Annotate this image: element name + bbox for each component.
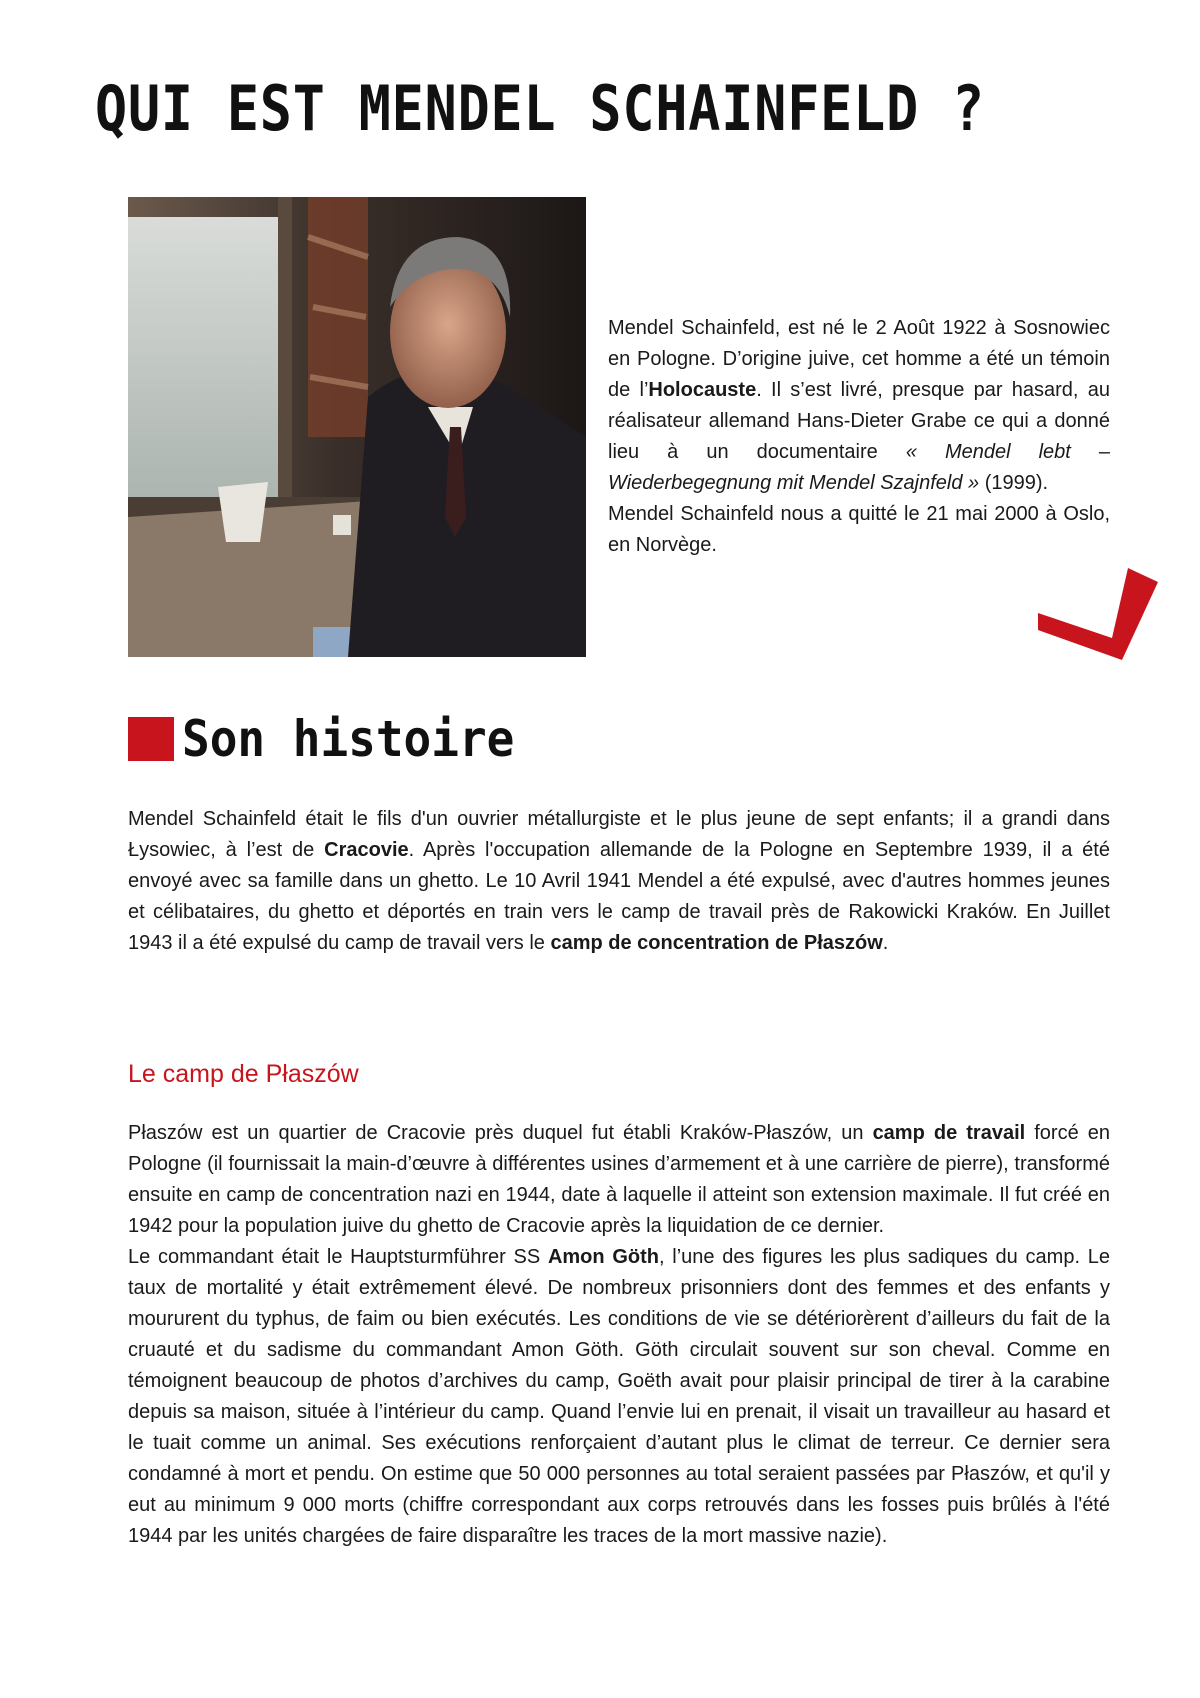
- red-checkmark-icon: [1038, 568, 1158, 660]
- histoire-text-part: Mendel Schainfeld était le fils d'un ouvrier métallurgiste et le plus jeune de sept enfants; il a grandi dans Łysowiec, à l’est de: [128, 808, 1110, 861]
- portrait-photo: [128, 197, 586, 657]
- camp-paragraph-1: [128, 1118, 1110, 1242]
- camp-de-travail-bold: camp de travail: [872, 1122, 1026, 1144]
- intro-text: [608, 313, 1110, 561]
- histoire-text-part: .: [882, 932, 889, 954]
- camp-text-part: Płaszów est un quartier de Cracovie près duquel fut établi Kraków-Płaszów, un: [128, 1122, 873, 1144]
- camp-text-part: Le commandant était le Hauptsturmführer SS: [128, 1246, 548, 1268]
- intro-text-part: Mendel Schainfeld, est né le 2 Août 1922 à Sosnowiec en Pologne. D’origine juive, cet homme a été un témoin de l’: [608, 317, 1110, 401]
- intro-text-part: (1999).: [979, 472, 1049, 494]
- red-square-icon: [128, 717, 174, 761]
- holocauste-bold: Holocauste: [648, 379, 757, 401]
- intro-paragraph: [608, 313, 1110, 499]
- section-header: [128, 708, 543, 770]
- intro-death-paragraph: Mendel Schainfeld nous a quitté le 21 mai 2000 à Oslo, en Norvège.: [608, 503, 1110, 556]
- cracovie-bold: Cracovie: [324, 839, 409, 861]
- amon-goth-bold: Amon Göth: [547, 1246, 659, 1268]
- section-title: Son histoire: [182, 710, 515, 768]
- histoire-paragraph: [128, 804, 1110, 959]
- page-title: QUI EST MENDEL SCHAINFELD ?: [95, 72, 985, 145]
- camp-heading: Le camp de Płaszów: [128, 1060, 359, 1088]
- camp-paragraph-2: [128, 1242, 1110, 1552]
- camp-text-part: forcé en Pologne (il fournissait la main-d’œuvre à différentes usines d’armement et à une carrière de pierre), transformé ensuite en camp de concentration nazi en 1944, date à laquelle il atteint son extension maximale. Il fut créé en 1942 pour la population juive du ghetto de Cracovie après la liquidation de ce dernier.: [128, 1122, 1111, 1237]
- intro-text-part: . Il s’est livré, presque par hasard, au réalisateur allemand Hans-Dieter Grabe ce qui a donné lieu à un documentaire: [608, 379, 1110, 463]
- plaszow-camp-bold: camp de concentration de Płaszów: [550, 932, 883, 954]
- histoire-text: [128, 804, 1110, 959]
- camp-text-part: , l’une des figures les plus sadiques du camp. Le taux de mortalité y était extrêmement élevé. De nombreux prisonniers dont des femmes et des enfants y moururent du typhus, de faim ou bien exécutés. Les conditions de vie se détériorèrent d’ailleurs du fait de la cruauté et du sadisme du commandant Amon Göth. Göth circulait souvent sur son cheval. Comme en témoignent beaucoup de photos d’archives du camp, Goëth avait pour plaisir principal de tirer à la carabine depuis sa maison, située à l’intérieur du camp. Quand l’envie lui en prenait, il visait un travailleur au hasard et le tuait comme un animal. Ses exécutions renforçaient d’autant plus le climat de terreur. Ce dernier sera condamné à mort et pendu. On estime que 50 000 personnes au total seraient passées par Płaszów, et qu'il y eut au minimum 9 000 morts (chiffre correspondant aux corps retrouvés dans les fosses puis brûlés à l'été 1944 par les unités chargées de faire disparaître les traces de la mort massive nazie).: [128, 1246, 1110, 1547]
- histoire-text-part: . Après l'occupation allemande de la Pologne en Septembre 1939, il a été envoyé avec sa famille dans un ghetto. Le 10 Avril 1941 Mendel a été expulsé, avec d'autres hommes jeunes et célibataires, du ghetto et déportés en train vers le camp de travail près de Rakowicki Kraków. En Juillet 1943 il a été expulsé du camp de travail vers le: [128, 839, 1110, 954]
- documentary-title: « Mendel lebt – Wiederbegegnung mit Mendel Szajnfeld »: [608, 441, 1110, 494]
- camp-text: [128, 1118, 1110, 1552]
